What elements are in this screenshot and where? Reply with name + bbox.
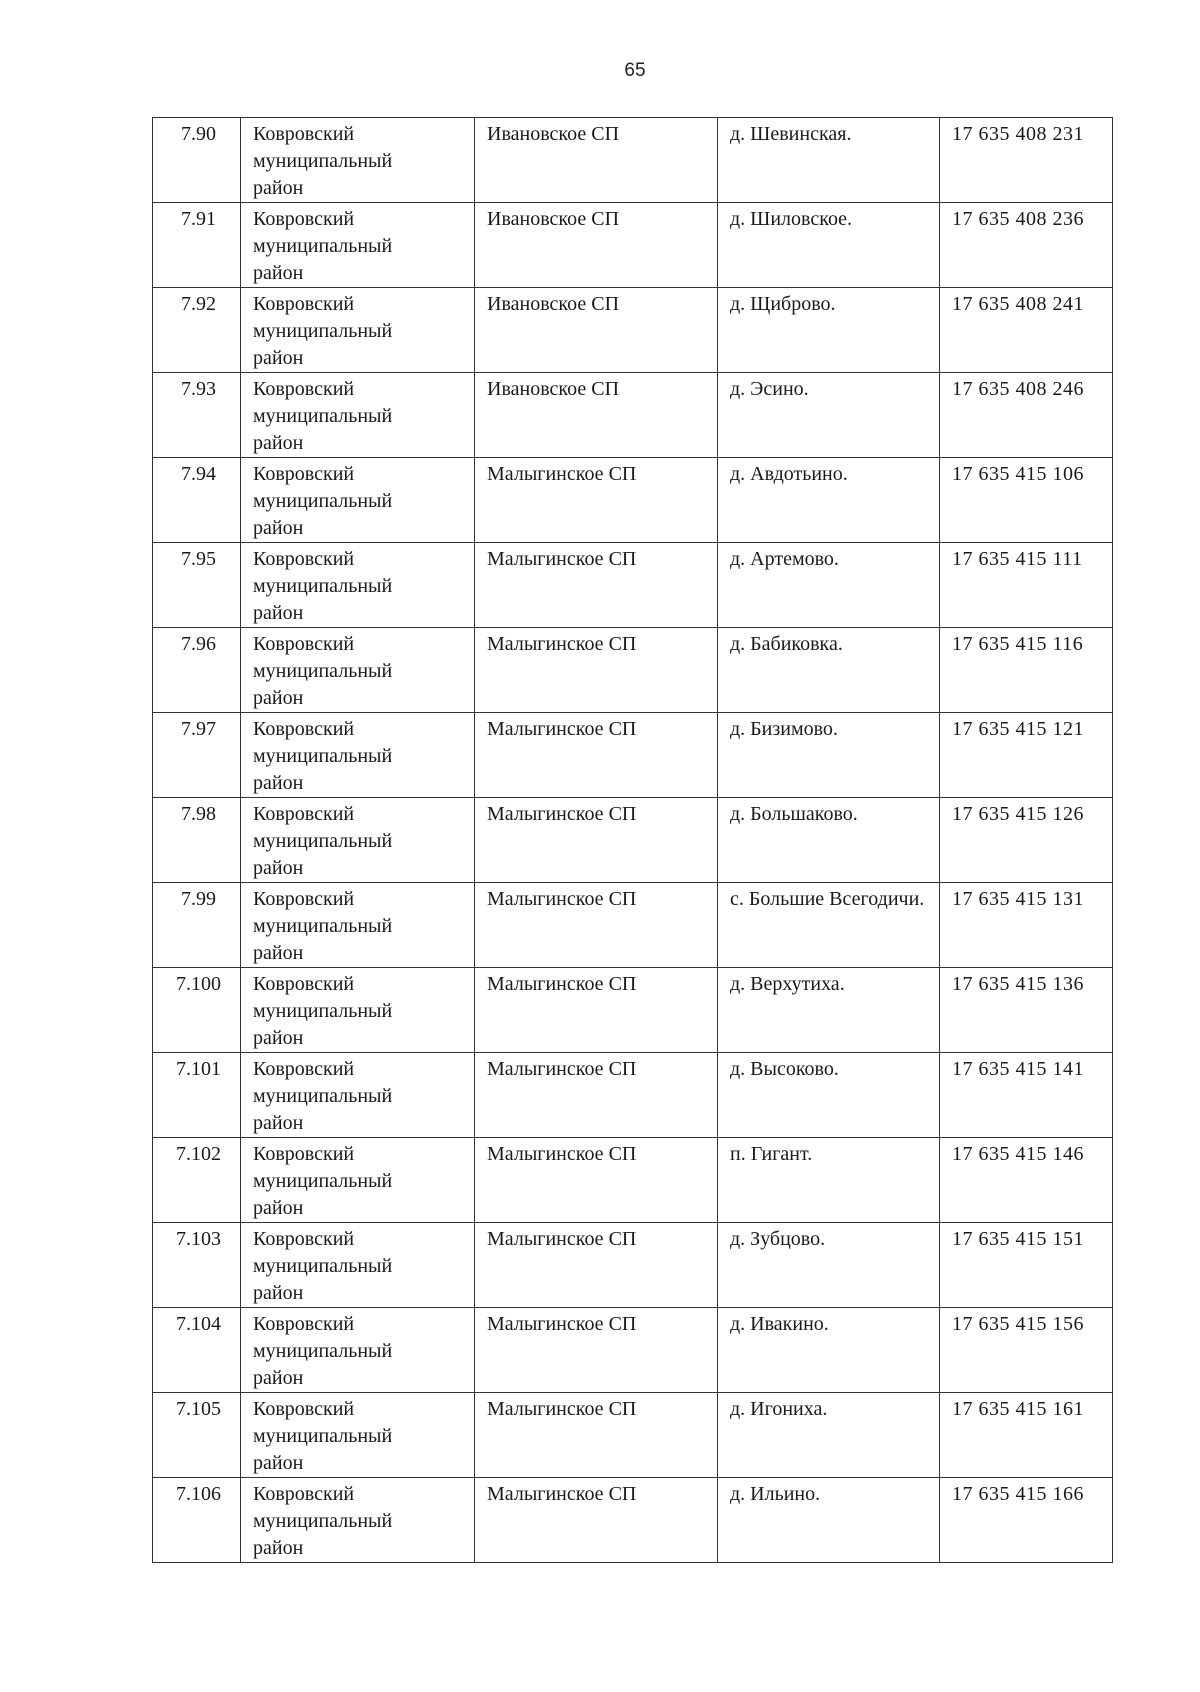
district-line: Ковровский [253, 548, 355, 570]
locality-cell: д. Бизимово. [718, 713, 940, 798]
settlement-cell: Малыгинское СП [475, 1308, 718, 1393]
table-row [153, 1393, 1113, 1478]
table-row [153, 883, 1113, 968]
settlement-cell: Малыгинское СП [475, 1053, 718, 1138]
locality-cell: д. Шиловское. [718, 203, 940, 288]
table-row [153, 968, 1113, 1053]
district-line: муниципальный [253, 1425, 393, 1447]
district-line: Ковровский [253, 718, 355, 740]
settlement-cell: Малыгинское СП [475, 628, 718, 713]
district-cell [241, 798, 475, 883]
settlement-cell: Малыгинское СП [475, 543, 718, 628]
table-row [153, 1308, 1113, 1393]
district-cell [241, 373, 475, 458]
row-number-cell: 7.102 [153, 1138, 241, 1223]
table-row [153, 288, 1113, 373]
table-body [153, 118, 1113, 1563]
district-line: Ковровский [253, 208, 355, 230]
district-cell [241, 628, 475, 713]
district-line: Ковровский [253, 888, 355, 910]
district-line: муниципальный [253, 1510, 393, 1532]
settlement-cell: Ивановское СП [475, 373, 718, 458]
district-line: район [253, 1112, 304, 1134]
table-row [153, 373, 1113, 458]
district-line: Ковровский [253, 1058, 355, 1080]
settlement-cell: Малыгинское СП [475, 1223, 718, 1308]
district-cell [241, 1053, 475, 1138]
settlement-cell: Малыгинское СП [475, 968, 718, 1053]
district-line: муниципальный [253, 1340, 393, 1362]
district-line: Ковровский [253, 1313, 355, 1335]
settlement-cell: Ивановское СП [475, 118, 718, 203]
district-line: район [253, 857, 304, 879]
district-line: район [253, 1197, 304, 1219]
district-cell [241, 458, 475, 543]
district-line: муниципальный [253, 575, 393, 597]
settlement-cell: Ивановское СП [475, 288, 718, 373]
oktmo-code-cell: 17 635 415 161 [940, 1393, 1113, 1478]
settlement-cell: Малыгинское СП [475, 883, 718, 968]
page-number: 65 [624, 60, 646, 81]
district-line: район [253, 772, 304, 794]
table-row [153, 628, 1113, 713]
oktmo-code-cell: 17 635 415 126 [940, 798, 1113, 883]
district-line: район [253, 602, 304, 624]
row-number-cell: 7.92 [153, 288, 241, 373]
oktmo-code-cell: 17 635 415 106 [940, 458, 1113, 543]
locality-cell: д. Зубцово. [718, 1223, 940, 1308]
row-number-cell: 7.106 [153, 1478, 241, 1563]
row-number-cell: 7.97 [153, 713, 241, 798]
locality-cell: д. Большаково. [718, 798, 940, 883]
district-line: район [253, 1027, 304, 1049]
oktmo-code-cell: 17 635 415 141 [940, 1053, 1113, 1138]
settlement-cell: Ивановское СП [475, 203, 718, 288]
row-number-cell: 7.98 [153, 798, 241, 883]
district-line: район [253, 1367, 304, 1389]
table-row [153, 118, 1113, 203]
row-number-cell: 7.90 [153, 118, 241, 203]
district-line: муниципальный [253, 830, 393, 852]
oktmo-code-cell: 17 635 415 121 [940, 713, 1113, 798]
table-row [153, 1478, 1113, 1563]
district-line: муниципальный [253, 745, 393, 767]
district-line: Ковровский [253, 633, 355, 655]
oktmo-code-cell: 17 635 415 116 [940, 628, 1113, 713]
locality-cell: д. Ивакино. [718, 1308, 940, 1393]
locality-cell: д. Авдотьино. [718, 458, 940, 543]
locality-cell: д. Ильино. [718, 1478, 940, 1563]
district-line: район [253, 687, 304, 709]
district-line: Ковровский [253, 123, 355, 145]
district-line: муниципальный [253, 1170, 393, 1192]
locality-cell: д. Щиброво. [718, 288, 940, 373]
district-cell [241, 1223, 475, 1308]
district-cell [241, 203, 475, 288]
district-cell [241, 1478, 475, 1563]
row-number-cell: 7.91 [153, 203, 241, 288]
row-number-cell: 7.99 [153, 883, 241, 968]
district-line: муниципальный [253, 150, 393, 172]
district-line: муниципальный [253, 235, 393, 257]
table-row [153, 1223, 1113, 1308]
locality-cell: д. Эсино. [718, 373, 940, 458]
locality-cell: д. Высоково. [718, 1053, 940, 1138]
district-line: Ковровский [253, 378, 355, 400]
district-line: район [253, 517, 304, 539]
oktmo-code-cell: 17 635 415 131 [940, 883, 1113, 968]
row-number-cell: 7.105 [153, 1393, 241, 1478]
district-line: район [253, 1452, 304, 1474]
district-line: Ковровский [253, 1228, 355, 1250]
oktmo-code-cell: 17 635 408 231 [940, 118, 1113, 203]
district-line: Ковровский [253, 1143, 355, 1165]
locality-cell: с. Большие Всегодичи. [718, 883, 940, 968]
row-number-cell: 7.101 [153, 1053, 241, 1138]
row-number-cell: 7.100 [153, 968, 241, 1053]
row-number-cell: 7.96 [153, 628, 241, 713]
locality-cell: д. Верхутиха. [718, 968, 940, 1053]
district-line: район [253, 1282, 304, 1304]
oktmo-code-cell: 17 635 408 241 [940, 288, 1113, 373]
table-row [153, 458, 1113, 543]
district-line: район [253, 177, 304, 199]
district-cell [241, 883, 475, 968]
locality-cell: п. Гигант. [718, 1138, 940, 1223]
locality-cell: д. Бабиковка. [718, 628, 940, 713]
settlement-cell: Малыгинское СП [475, 1478, 718, 1563]
oktmo-code-cell: 17 635 408 236 [940, 203, 1113, 288]
district-line: муниципальный [253, 1255, 393, 1277]
row-number-cell: 7.93 [153, 373, 241, 458]
row-number-cell: 7.95 [153, 543, 241, 628]
oktmo-code-cell: 17 635 415 166 [940, 1478, 1113, 1563]
oktmo-code-cell: 17 635 415 156 [940, 1308, 1113, 1393]
settlement-cell: Малыгинское СП [475, 1138, 718, 1223]
district-line: муниципальный [253, 1000, 393, 1022]
district-cell [241, 1308, 475, 1393]
table-row [153, 713, 1113, 798]
district-line: район [253, 432, 304, 454]
settlement-cell: Малыгинское СП [475, 458, 718, 543]
district-line: муниципальный [253, 660, 393, 682]
district-line: муниципальный [253, 490, 393, 512]
row-number-cell: 7.94 [153, 458, 241, 543]
district-cell [241, 118, 475, 203]
locality-cell: д. Игониха. [718, 1393, 940, 1478]
row-number-cell: 7.104 [153, 1308, 241, 1393]
district-line: Ковровский [253, 463, 355, 485]
district-cell [241, 543, 475, 628]
table-row [153, 203, 1113, 288]
oktmo-code-cell: 17 635 415 146 [940, 1138, 1113, 1223]
district-cell [241, 1393, 475, 1478]
district-cell [241, 288, 475, 373]
oktmo-code-cell: 17 635 408 246 [940, 373, 1113, 458]
district-line: район [253, 262, 304, 284]
district-line: муниципальный [253, 320, 393, 342]
district-cell [241, 713, 475, 798]
table-row [153, 1138, 1113, 1223]
district-line: Ковровский [253, 973, 355, 995]
oktmo-code-cell: 17 635 415 151 [940, 1223, 1113, 1308]
settlement-cell: Малыгинское СП [475, 713, 718, 798]
district-line: муниципальный [253, 405, 393, 427]
settlement-cell: Малыгинское СП [475, 798, 718, 883]
settlements-table [152, 117, 1113, 1563]
district-cell [241, 1138, 475, 1223]
oktmo-code-cell: 17 635 415 136 [940, 968, 1113, 1053]
table-row [153, 543, 1113, 628]
oktmo-code-cell: 17 635 415 111 [940, 543, 1113, 628]
district-cell [241, 968, 475, 1053]
district-line: Ковровский [253, 1483, 355, 1505]
locality-cell: д. Артемово. [718, 543, 940, 628]
locality-cell: д. Шевинская. [718, 118, 940, 203]
district-line: район [253, 942, 304, 964]
table-row [153, 798, 1113, 883]
district-line: Ковровский [253, 1398, 355, 1420]
settlement-cell: Малыгинское СП [475, 1393, 718, 1478]
table-row [153, 1053, 1113, 1138]
district-line: муниципальный [253, 1085, 393, 1107]
row-number-cell: 7.103 [153, 1223, 241, 1308]
district-line: Ковровский [253, 803, 355, 825]
district-line: район [253, 1537, 304, 1559]
district-line: муниципальный [253, 915, 393, 937]
district-line: район [253, 347, 304, 369]
district-line: Ковровский [253, 293, 355, 315]
